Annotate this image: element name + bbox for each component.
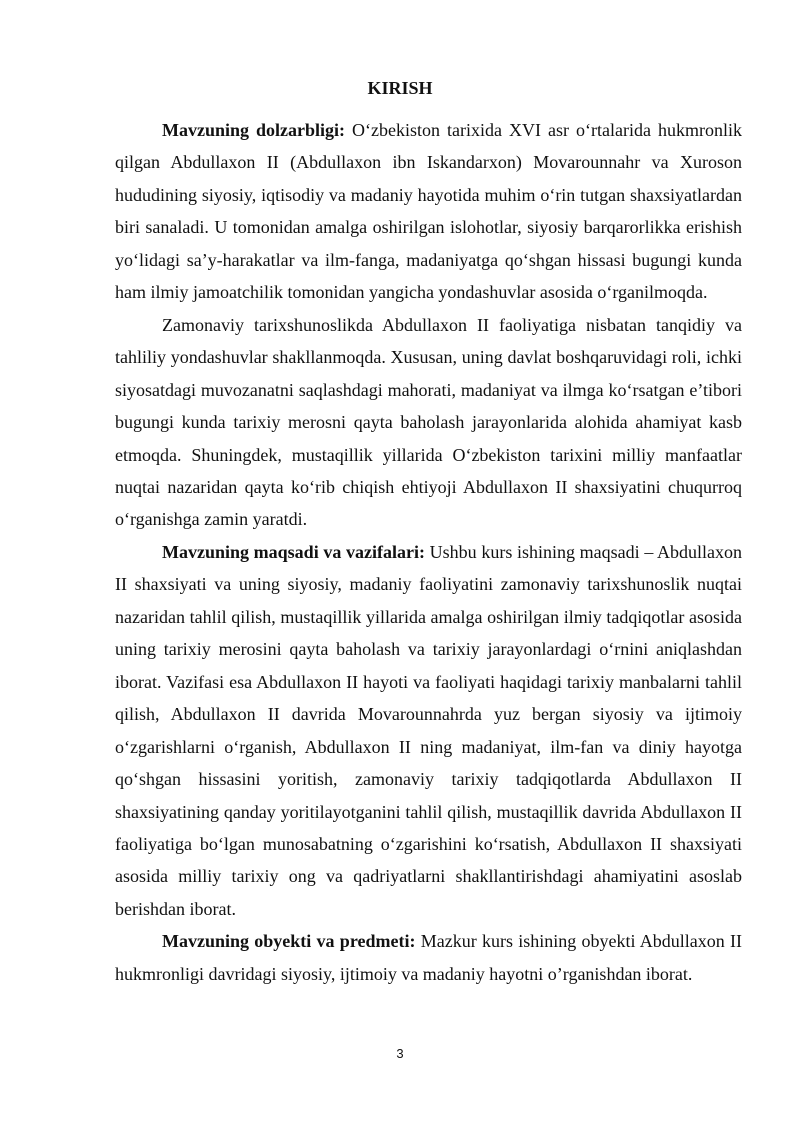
paragraph-heading: Mavzuning obyekti va predmeti: <box>162 931 416 952</box>
paragraph-text: Zamonaviy tarixshunoslikda Abdullaxon II faoliyatiga nisbatan tanqidiy va tahliliy yondashuvlar shakllanmoqda. Xususan, uning davlat boshqaruvidagi roli, ichki siyosatdagi muvozanatni saqlashdagi mahorati, madaniyat va ilmga ko‘rsatgan e’tibori bugungi kunda tarixiy merosni qayta baholash jarayonlarida alohida ahamiyat kasb etmoqda. Shuningdek, mustaqillik yillarida O‘zbekiston tarixini milliy manfaatlar nuqtai nazaridan qayta ko‘rib chiqish ehtiyoji Abdullaxon II shaxsiyatini chuqurroq o‘rganishga zamin yaratdi. <box>115 314 742 530</box>
page-title: KIRISH <box>367 78 433 98</box>
paragraph-text: O‘zbekiston tarixida XVI asr o‘rtalarida hukmronlik qilgan Abdullaxon II (Abdullaxon ibn Iskandarxon) Movarounnahr va Xuroson hududining siyosiy, iqtisodiy va madaniy hayotida muhim o‘rin tutgan shaxsiyatlardan biri sanaladi. U tomonidan amalga oshirilgan islohotlar, siyosiy barqarorlikka erishish yo‘lidagi sa’y-harakatlar va ilm-fanga, madaniyatga qo‘shgan hissasi bugungi kunda ham ilmiy jamoatchilik tomonidan yangicha yondashuvlar asosida o‘rganilmoqda. <box>115 120 742 303</box>
paragraph-object <box>115 925 742 990</box>
body-text <box>115 114 742 990</box>
paragraph-goals <box>115 536 742 925</box>
page-number: 3 <box>396 1046 404 1061</box>
paragraph-relevance <box>115 114 742 309</box>
paragraph-heading: Mavzuning maqsadi va vazifalari: <box>162 541 425 562</box>
paragraph-heading: Mavzuning dolzarbligi: <box>162 120 346 140</box>
paragraph-historiography <box>115 309 742 536</box>
paragraph-text: Ushbu kurs ishining maqsadi – Abdullaxon II shaxsiyati va uning siyosiy, madaniy faoliyatini zamonaviy tarixshunoslik nuqtai nazaridan tahlil qilish, mustaqillik yillarida amalga oshirilgan ilmiy tadqiqotlar asosida uning tarixiy merosini qayta baholash va tarixiy jarayonlardagi o‘rnini aniqlashdan iborat. Vazifasi esa Abdullaxon II hayoti va faoliyati haqidagi tarixiy manbalarni tahlil qilish, Abdullaxon II davrida Movarounnahrda yuz bergan siyosiy va ijtimoiy o‘zgarishlarni o‘rganish, Abdullaxon II ning madaniyat, ilm-fan va diniy hayotga qo‘shgan hissasini yoritish, zamonaviy tarixiy tadqiqotlarda Abdullaxon II shaxsiyatining qanday yoritilayotganini tahlil qilish, mustaqillik davrida Abdullaxon II faoliyatiga bo‘lgan munosabatning o‘zgarishini ko‘rsatish, Abdullaxon II shaxsiyati asosida milliy tarixiy ong va qadriyatlarni shakllantirishdagi ahamiyatini asoslab berishdan iborat. <box>115 541 742 919</box>
paragraph-text: Mazkur kurs ishining obyekti Abdullaxon II hukmronligi davridagi siyosiy, ijtimoiy va madaniy hayotni o’rganishdan iborat. <box>115 931 742 984</box>
